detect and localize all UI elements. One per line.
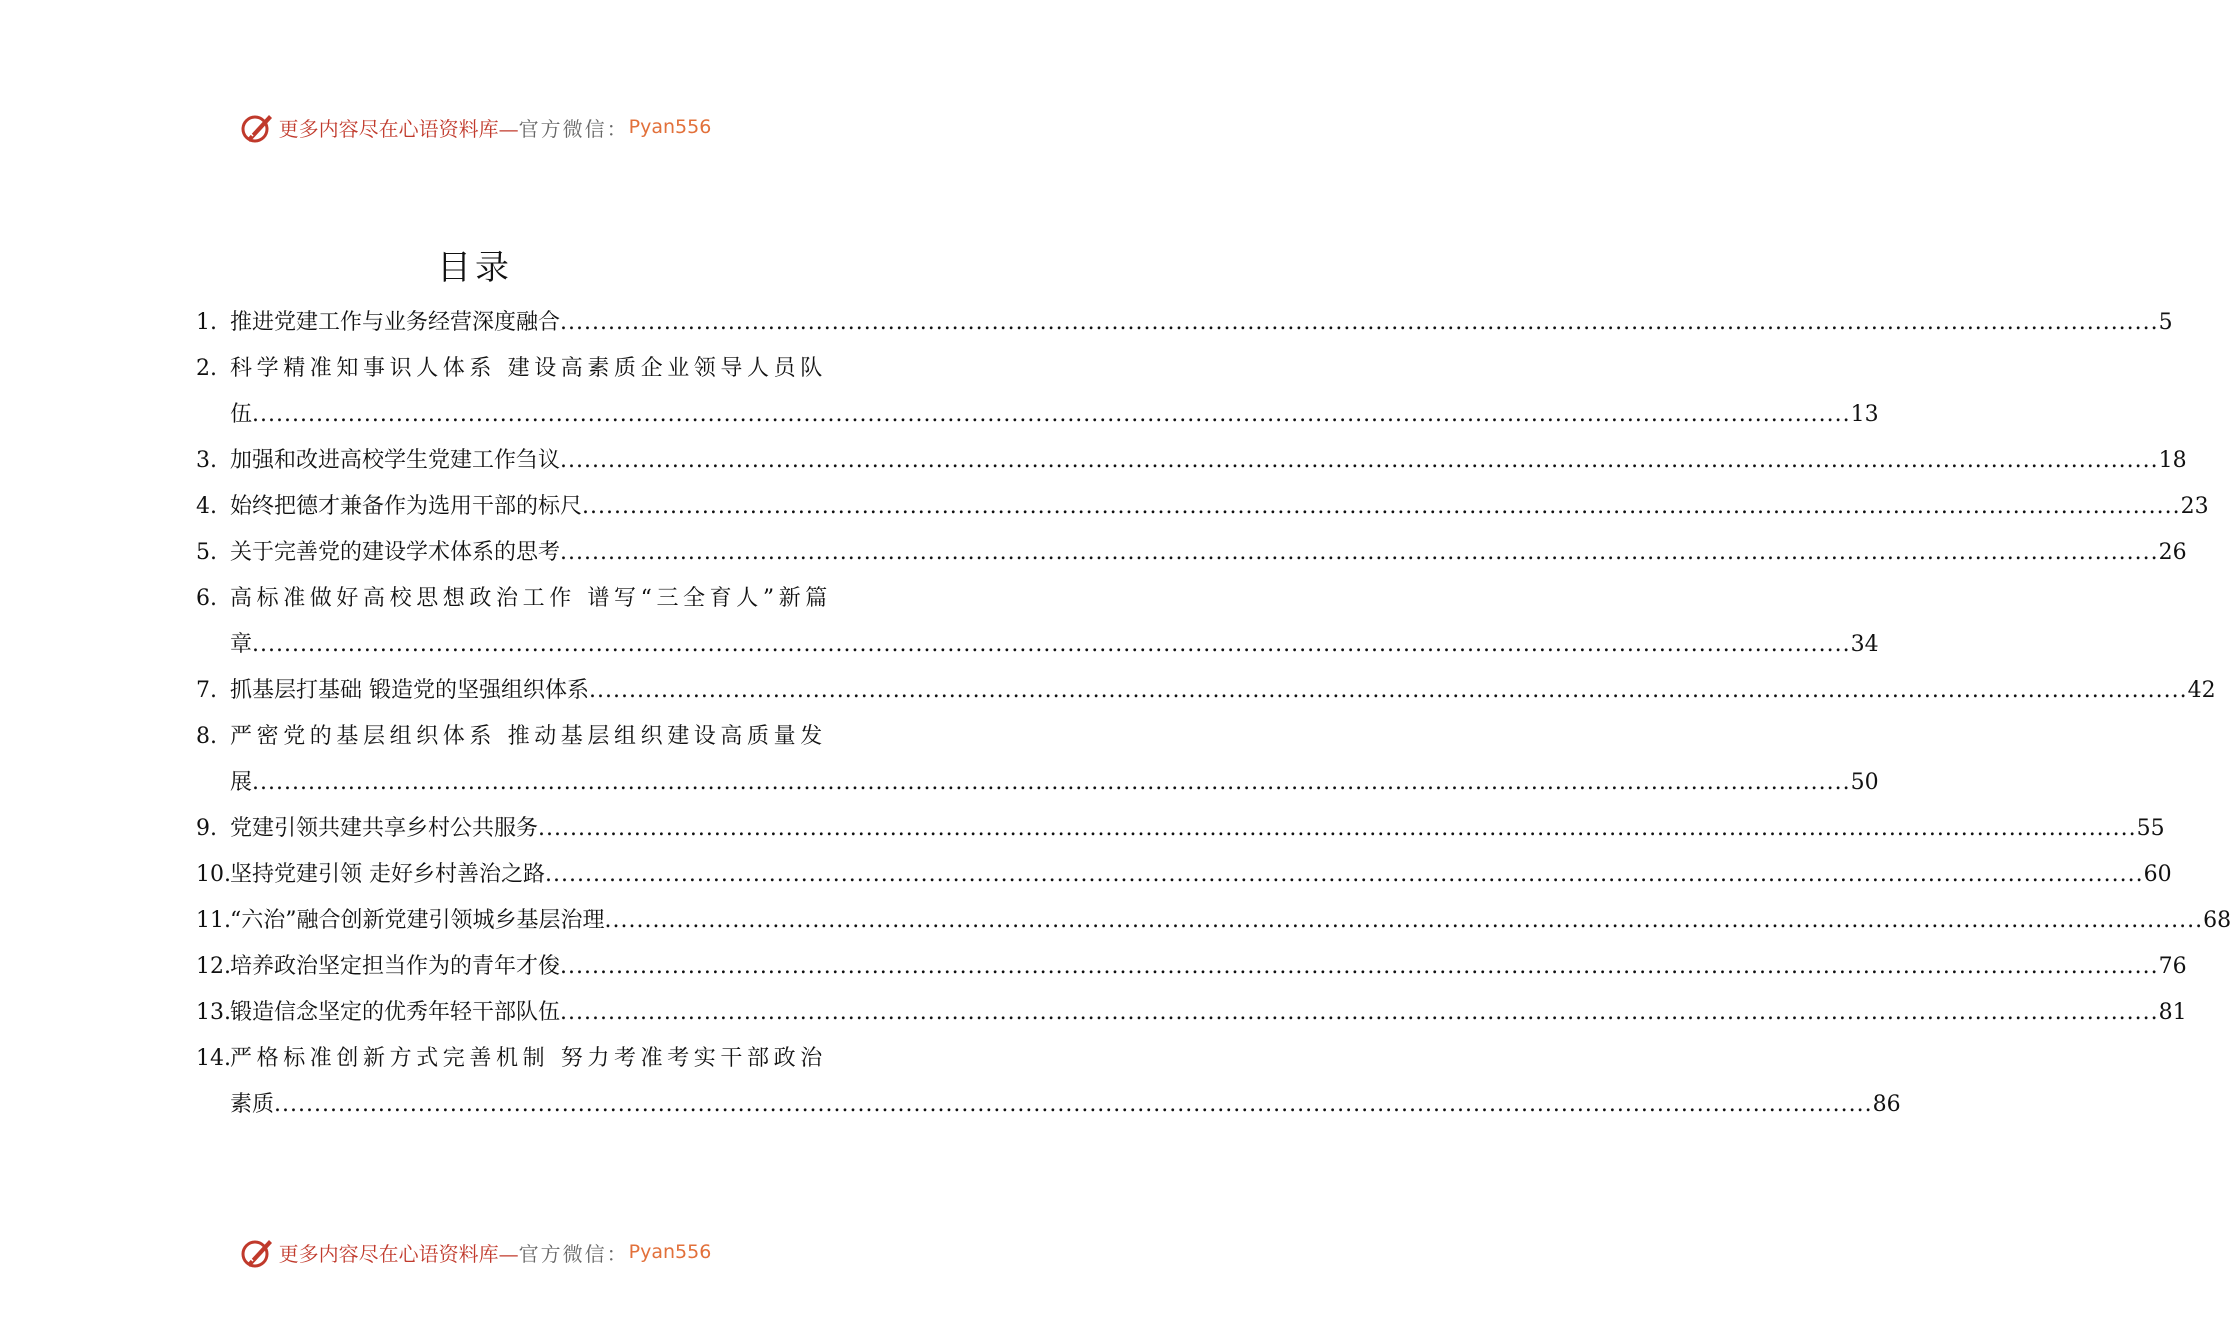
toc-entry-number: 2. <box>196 356 217 381</box>
toc-page-number: 50 <box>1850 770 1879 795</box>
toc-entry[interactable] <box>196 990 2187 1036</box>
toc-entry-title: 培养政治坚定担当作为的青年才俊 <box>230 954 561 979</box>
toc-entry-title: 坚持党建引领 走好乡村善治之路 <box>230 862 545 887</box>
toc-leader-dots: ........................................................................................................................................................................................................ <box>545 862 2144 887</box>
toc-entry-number: 8. <box>196 724 217 749</box>
toc-entry[interactable] <box>196 346 1879 438</box>
toc-leader-dots: ........................................................................................................................................................................................................ <box>604 908 2204 933</box>
toc-leader-dots: ........................................................................................................................................................................................................ <box>252 632 1851 657</box>
toc-entry-title-continued: 章 <box>230 632 253 657</box>
banner-wechat-id: Pyan556 <box>628 116 712 138</box>
banner-wechat-label: 官方微信： <box>518 116 629 141</box>
toc-page-number: 76 <box>2158 954 2187 979</box>
toc-entry-number: 14. <box>196 1046 231 1071</box>
toc-entry-number: 1. <box>196 310 217 335</box>
toc-entry-title: 科学精准知事识人体系 建设高素质企业领导人员队 <box>230 356 827 381</box>
toc-entry[interactable] <box>196 1036 1901 1128</box>
toc-page-number: 60 <box>2143 862 2172 887</box>
toc-leader-dots: ........................................................................................................................................................................................................ <box>560 1000 2159 1025</box>
toc-entry-number: 11. <box>196 908 231 933</box>
toc-page-number: 68 <box>2203 908 2231 933</box>
toc-entry-title: 党建引领共建共享乡村公共服务 <box>230 816 539 841</box>
pen-logo-icon <box>239 1234 275 1270</box>
toc-leader-dots: ........................................................................................................................................................................................................ <box>274 1092 1873 1117</box>
toc-entry-title: 抓基层打基础 锻造党的坚强组织体系 <box>230 678 589 703</box>
toc-page-number: 5 <box>2158 310 2173 335</box>
toc-entry[interactable] <box>196 944 2187 990</box>
toc-page-number: 18 <box>2158 448 2187 473</box>
toc-entry-number: 3. <box>196 448 217 473</box>
toc-entry[interactable] <box>196 438 2187 484</box>
toc-entry-title: “六治”融合创新党建引领城乡基层治理 <box>230 908 605 933</box>
toc-entry-number: 6. <box>196 586 217 611</box>
toc-page-number: 34 <box>1850 632 1879 657</box>
toc-entry[interactable] <box>196 300 2173 346</box>
toc-entry[interactable] <box>196 484 2209 530</box>
toc-entry-number: 7. <box>196 678 217 703</box>
toc-page-number: 23 <box>2180 494 2209 519</box>
toc-entry[interactable] <box>196 714 1879 806</box>
pen-logo-icon <box>239 109 275 145</box>
toc-entry[interactable] <box>196 668 2216 714</box>
toc-page-number: 86 <box>1872 1092 1901 1117</box>
toc-entry-number: 12. <box>196 954 231 979</box>
toc-entry-title: 推进党建工作与业务经营深度融合 <box>230 310 561 335</box>
toc-entry[interactable] <box>196 530 2187 576</box>
toc-leader-dots: ........................................................................................................................................................................................................ <box>560 954 2159 979</box>
toc-entry-title-continued: 伍 <box>230 402 253 427</box>
toc-leader-dots: ........................................................................................................................................................................................................ <box>560 310 2159 335</box>
toc-leader-dots: ........................................................................................................................................................................................................ <box>538 816 2137 841</box>
toc-leader-dots: ........................................................................................................................................................................................................ <box>252 402 1851 427</box>
toc-page-number: 81 <box>2158 1000 2187 1025</box>
toc-leader-dots: ........................................................................................................................................................................................................ <box>589 678 2188 703</box>
toc-entry-number: 9. <box>196 816 217 841</box>
header-banner <box>0 107 950 147</box>
toc-entry-number: 5. <box>196 540 217 565</box>
toc-page-number: 26 <box>2158 540 2187 565</box>
toc-page-number: 42 <box>2187 678 2216 703</box>
toc-leader-dots: ........................................................................................................................................................................................................ <box>560 448 2159 473</box>
toc-entry-number: 13. <box>196 1000 231 1025</box>
toc-entry-title: 关于完善党的建设学术体系的思考 <box>230 540 561 565</box>
toc-page-number: 13 <box>1850 402 1879 427</box>
toc-entry-title: 严格标准创新方式完善机制 努力考准考实干部政治 <box>230 1046 827 1071</box>
toc-entry[interactable] <box>196 576 1879 668</box>
toc-leader-dots: ........................................................................................................................................................................................................ <box>582 494 2181 519</box>
banner-wechat-label: 官方微信： <box>518 1241 629 1266</box>
page-title: 目录 <box>437 248 513 288</box>
toc-entry-number: 10. <box>196 862 231 887</box>
toc-entry-title-continued: 素质 <box>230 1092 275 1117</box>
toc-page-number: 55 <box>2136 816 2165 841</box>
toc-entry-number: 4. <box>196 494 217 519</box>
toc-entry-title: 锻造信念坚定的优秀年轻干部队伍 <box>230 1000 561 1025</box>
banner-brand-text: 更多内容尽在心语资料库— <box>278 116 519 141</box>
toc-entry[interactable] <box>196 806 2165 852</box>
banner-wechat-id: Pyan556 <box>628 1241 712 1263</box>
toc-entry-title: 高标准做好高校思想政治工作 谱写“三全育人”新篇 <box>230 586 832 611</box>
table-of-contents <box>196 300 2231 1128</box>
toc-leader-dots: ........................................................................................................................................................................................................ <box>560 540 2159 565</box>
toc-leader-dots: ........................................................................................................................................................................................................ <box>252 770 1851 795</box>
toc-entry-title: 始终把德才兼备作为选用干部的标尺 <box>230 494 583 519</box>
toc-entry-title: 严密党的基层组织体系 推动基层组织建设高质量发 <box>230 724 827 749</box>
toc-entry-title-continued: 展 <box>230 770 253 795</box>
footer-banner <box>0 1232 950 1272</box>
toc-entry[interactable] <box>196 852 2172 898</box>
banner-brand-text: 更多内容尽在心语资料库— <box>278 1241 519 1266</box>
toc-entry[interactable] <box>196 898 2231 944</box>
toc-entry-title: 加强和改进高校学生党建工作刍议 <box>230 448 561 473</box>
